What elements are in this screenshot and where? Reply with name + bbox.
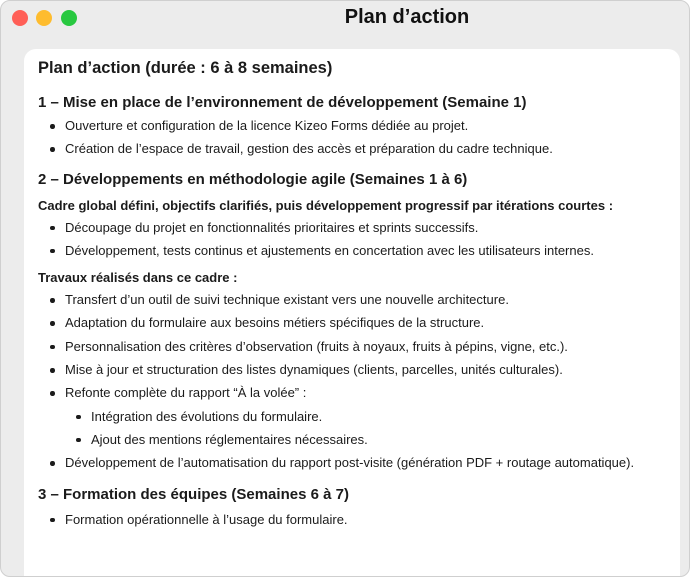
list-item: Développement de l’automatisation du rapport post-visite (génération PDF + routage automatique). — [38, 455, 678, 478]
nested-list-item: Ajout des mentions réglementaires nécessaires. — [38, 432, 678, 455]
list-item: Développement, tests continus et ajustements en concertation avec les utilisateurs internes. — [38, 243, 678, 266]
list-item: Création de l’espace de travail, gestion des accès et préparation du cadre technique. — [38, 141, 678, 164]
list-item: Refonte complète du rapport “À la volée” : — [38, 385, 678, 408]
list-item: Ouverture et configuration de la licence Kizeo Forms dédiée au projet. — [38, 118, 678, 141]
list-item: Découpage du projet en fonctionnalités prioritaires et sprints successifs. — [38, 220, 678, 243]
document-title: Plan d’action (durée : 6 à 8 semaines) — [38, 59, 333, 77]
list-item: Transfert d’un outil de suivi technique existant vers une nouvelle architecture. — [38, 292, 678, 315]
section-3-heading: 3 – Formation des équipes (Semaines 6 à 7) — [38, 485, 349, 503]
section-3-list — [38, 512, 678, 535]
list-item: Adaptation du formulaire aux besoins métiers spécifiques de la structure. — [38, 315, 678, 338]
document-content — [38, 57, 678, 535]
window-title: Plan d’action — [344, 6, 470, 28]
section-2-list-2 — [38, 292, 678, 478]
title-bar — [1, 1, 689, 37]
document-panel — [24, 49, 680, 577]
list-item: Formation opérationnelle à l’usage du formulaire. — [38, 512, 678, 535]
section-2-subheading-1: Cadre global défini, objectifs clarifiés, puis développement progressif par itérations courtes : — [38, 197, 614, 213]
section-2-subheading-2: Travaux réalisés dans ce cadre : — [38, 270, 238, 286]
nested-list-item: Intégration des évolutions du formulaire. — [38, 409, 678, 432]
section-2-heading: 2 – Développements en méthodologie agile (Semaines 1 à 6) — [38, 170, 468, 188]
list-item: Personnalisation des critères d’observation (fruits à noyaux, fruits à pépins, vigne, etc.). — [38, 339, 678, 362]
section-1-list — [38, 118, 678, 165]
section-1-heading: 1 – Mise en place de l’environnement de développement (Semaine 1) — [38, 94, 527, 111]
list-item: Mise à jour et structuration des listes dynamiques (clients, parcelles, unités culturales). — [38, 362, 678, 385]
section-2-list-1 — [38, 220, 678, 267]
